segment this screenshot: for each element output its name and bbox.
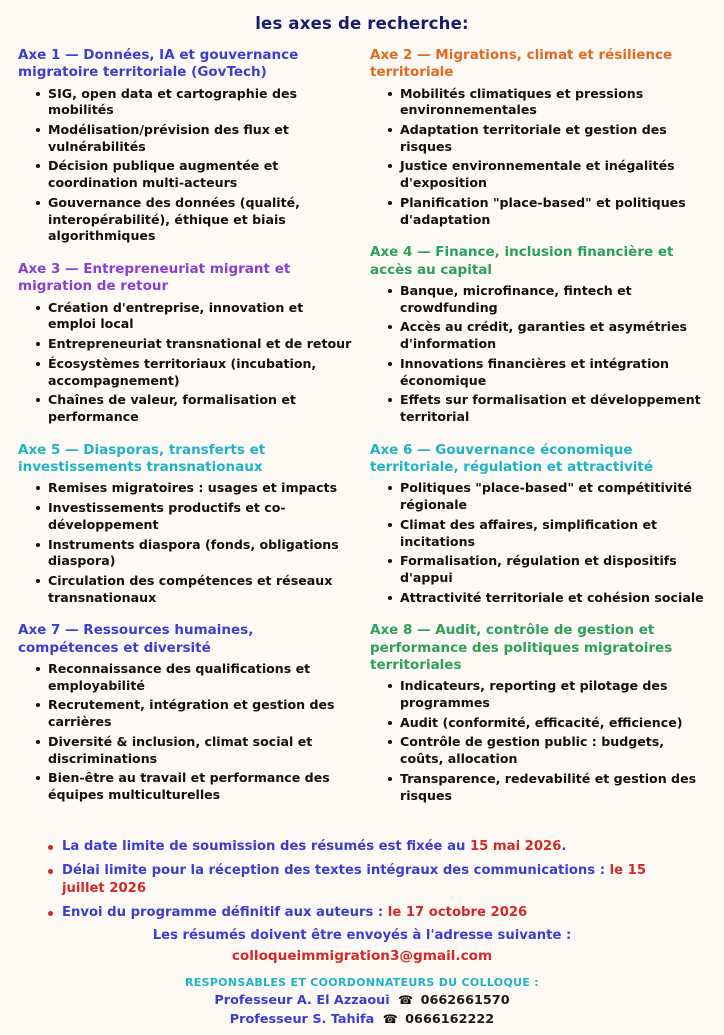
list-item: Contrôle de gestion public : budgets, coûts, allocation bbox=[388, 734, 704, 767]
contact-phone: 0666162222 bbox=[405, 1011, 495, 1027]
phone-icon: ☎ bbox=[398, 992, 414, 1007]
right-column bbox=[362, 47, 710, 820]
list-item: Effets sur formalisation et développement territorial bbox=[388, 392, 704, 425]
axis-item-list bbox=[18, 480, 352, 606]
contact-name: Professeur S. Tahifa bbox=[229, 1011, 375, 1027]
list-item: Instruments diaspora (fonds, obligations diaspora) bbox=[36, 537, 352, 570]
axis-title: Axe 1 — Données, IA et gouvernance migratoire territoriale (GovTech) bbox=[18, 47, 299, 81]
list-item bbox=[48, 904, 692, 922]
list-item: SIG, open data et cartographie des mobilités bbox=[36, 86, 352, 119]
phone-icon: ☎ bbox=[382, 1011, 398, 1026]
submission-email[interactable]: colloqueimmigration3@gmail.com bbox=[231, 947, 493, 964]
axis-block-3 bbox=[18, 261, 352, 426]
deadline-tail: . bbox=[561, 839, 567, 855]
list-item: Modélisation/prévision des flux et vulnérabilités bbox=[36, 122, 352, 155]
list-item: Chaînes de valeur, formalisation et performance bbox=[36, 392, 352, 425]
axis-block-1 bbox=[18, 47, 352, 245]
list-item: Recrutement, intégration et gestion des carrières bbox=[36, 697, 352, 730]
contact-phone: 0662661570 bbox=[420, 992, 510, 1008]
list-item: Écosystèmes territoriaux (incubation, accompagnement) bbox=[36, 356, 352, 389]
deadline-date: le 15 juillet 2026 bbox=[62, 863, 647, 897]
submission-instruction: Les résumés doivent être envoyés à l'adresse suivante : bbox=[152, 927, 572, 943]
list-item: Création d'entreprise, innovation et emploi local bbox=[36, 300, 352, 333]
left-column bbox=[14, 47, 362, 820]
list-item: Remises migratoires : usages et impacts bbox=[36, 480, 352, 497]
contact-person bbox=[32, 993, 692, 1008]
axis-title: Axe 5 — Diasporas, transferts et investissements transnationaux bbox=[18, 441, 266, 476]
axis-item-list bbox=[18, 86, 352, 246]
axis-item-list bbox=[370, 283, 704, 426]
axes-columns bbox=[14, 47, 710, 820]
axis-item-list bbox=[370, 480, 704, 606]
deadline-date: 15 mai 2026 bbox=[469, 839, 562, 855]
list-item: Justice environnementale et inégalités d'exposition bbox=[388, 158, 704, 191]
axis-title: Axe 7 — Ressources humaines, compétences et diversité bbox=[18, 622, 254, 656]
axis-item-list bbox=[18, 300, 352, 426]
axis-item-list bbox=[18, 661, 352, 804]
list-item: Planification "place-based" et politiques d'adaptation bbox=[388, 195, 704, 228]
list-item: Innovations financières et intégration économique bbox=[388, 356, 704, 389]
list-item: Reconnaissance des qualifications et employabilité bbox=[36, 661, 352, 694]
list-item: Indicateurs, reporting et pilotage des programmes bbox=[388, 678, 704, 711]
list-item: Diversité & inclusion, climat social et discriminations bbox=[36, 734, 352, 767]
deadline-text: Envoi du programme définitif aux auteurs : bbox=[62, 904, 388, 920]
list-item: Politiques "place-based" et compétitivité régionale bbox=[388, 480, 704, 513]
axis-title: Axe 3 — Entrepreneuriat migrant et migration de retour bbox=[18, 261, 291, 295]
list-item bbox=[48, 838, 692, 856]
footer-section bbox=[14, 838, 710, 1026]
deadline-list bbox=[32, 838, 692, 921]
list-item: Transparence, redevabilité et gestion des risques bbox=[388, 771, 704, 804]
list-item: Climat des affaires, simplification et incitations bbox=[388, 517, 704, 550]
axis-block-7 bbox=[18, 622, 352, 803]
deadline-text: Délai limite pour la réception des textes intégraux des communications : bbox=[62, 863, 610, 879]
list-item: Gouvernance des données (qualité, interopérabilité), éthique et biais algorithmiques bbox=[36, 195, 352, 245]
list-item: Banque, microfinance, fintech et crowdfunding bbox=[388, 283, 704, 316]
contact-person bbox=[32, 1012, 692, 1027]
contacts-heading: RESPONSABLES ET COORDONNATEURS DU COLLOQUE : bbox=[185, 975, 539, 989]
axis-title: Axe 6 — Gouvernance économique territoriale, régulation et attractivité bbox=[370, 441, 653, 476]
list-item: Formalisation, régulation et dispositifs d'appui bbox=[388, 553, 704, 586]
list-item: Adaptation territoriale et gestion des risques bbox=[388, 122, 704, 155]
axis-block-2 bbox=[370, 47, 704, 228]
list-item: Audit (conformité, efficacité, efficience) bbox=[388, 715, 704, 732]
contact-name: Professeur A. El Azzaoui bbox=[214, 992, 390, 1008]
axis-item-list bbox=[370, 86, 704, 229]
axis-title: Axe 4 — Finance, inclusion financière et accès au capital bbox=[370, 244, 674, 278]
list-item: Mobilités climatiques et pressions environnementales bbox=[388, 86, 704, 119]
axis-block-5 bbox=[18, 442, 352, 607]
deadline-date: le 17 octobre 2026 bbox=[387, 904, 528, 920]
list-item: Entrepreneuriat transnational et de retour bbox=[36, 336, 352, 353]
list-item: Accès au crédit, garanties et asymétries d'information bbox=[388, 319, 704, 352]
list-item: Décision publique augmentée et coordination multi-acteurs bbox=[36, 158, 352, 191]
deadline-text: La date limite de soumission des résumés est fixée au bbox=[62, 839, 470, 855]
list-item: Attractivité territoriale et cohésion sociale bbox=[388, 590, 704, 607]
list-item: Investissements productifs et co-développement bbox=[36, 500, 352, 533]
axis-title: Axe 8 — Audit, contrôle de gestion et performance des politiques migratoires territoriales bbox=[370, 622, 673, 674]
page-title: les axes de recherche: bbox=[255, 14, 469, 33]
list-item: Circulation des compétences et réseaux transnationaux bbox=[36, 573, 352, 606]
list-item: Bien-être au travail et performance des équipes multiculturelles bbox=[36, 770, 352, 803]
axis-block-8 bbox=[370, 622, 704, 804]
axis-block-6 bbox=[370, 442, 704, 607]
axis-title: Axe 2 — Migrations, climat et résilience territoriale bbox=[370, 47, 673, 81]
list-item bbox=[48, 862, 692, 898]
axis-item-list bbox=[370, 678, 704, 804]
axis-block-4 bbox=[370, 244, 704, 425]
